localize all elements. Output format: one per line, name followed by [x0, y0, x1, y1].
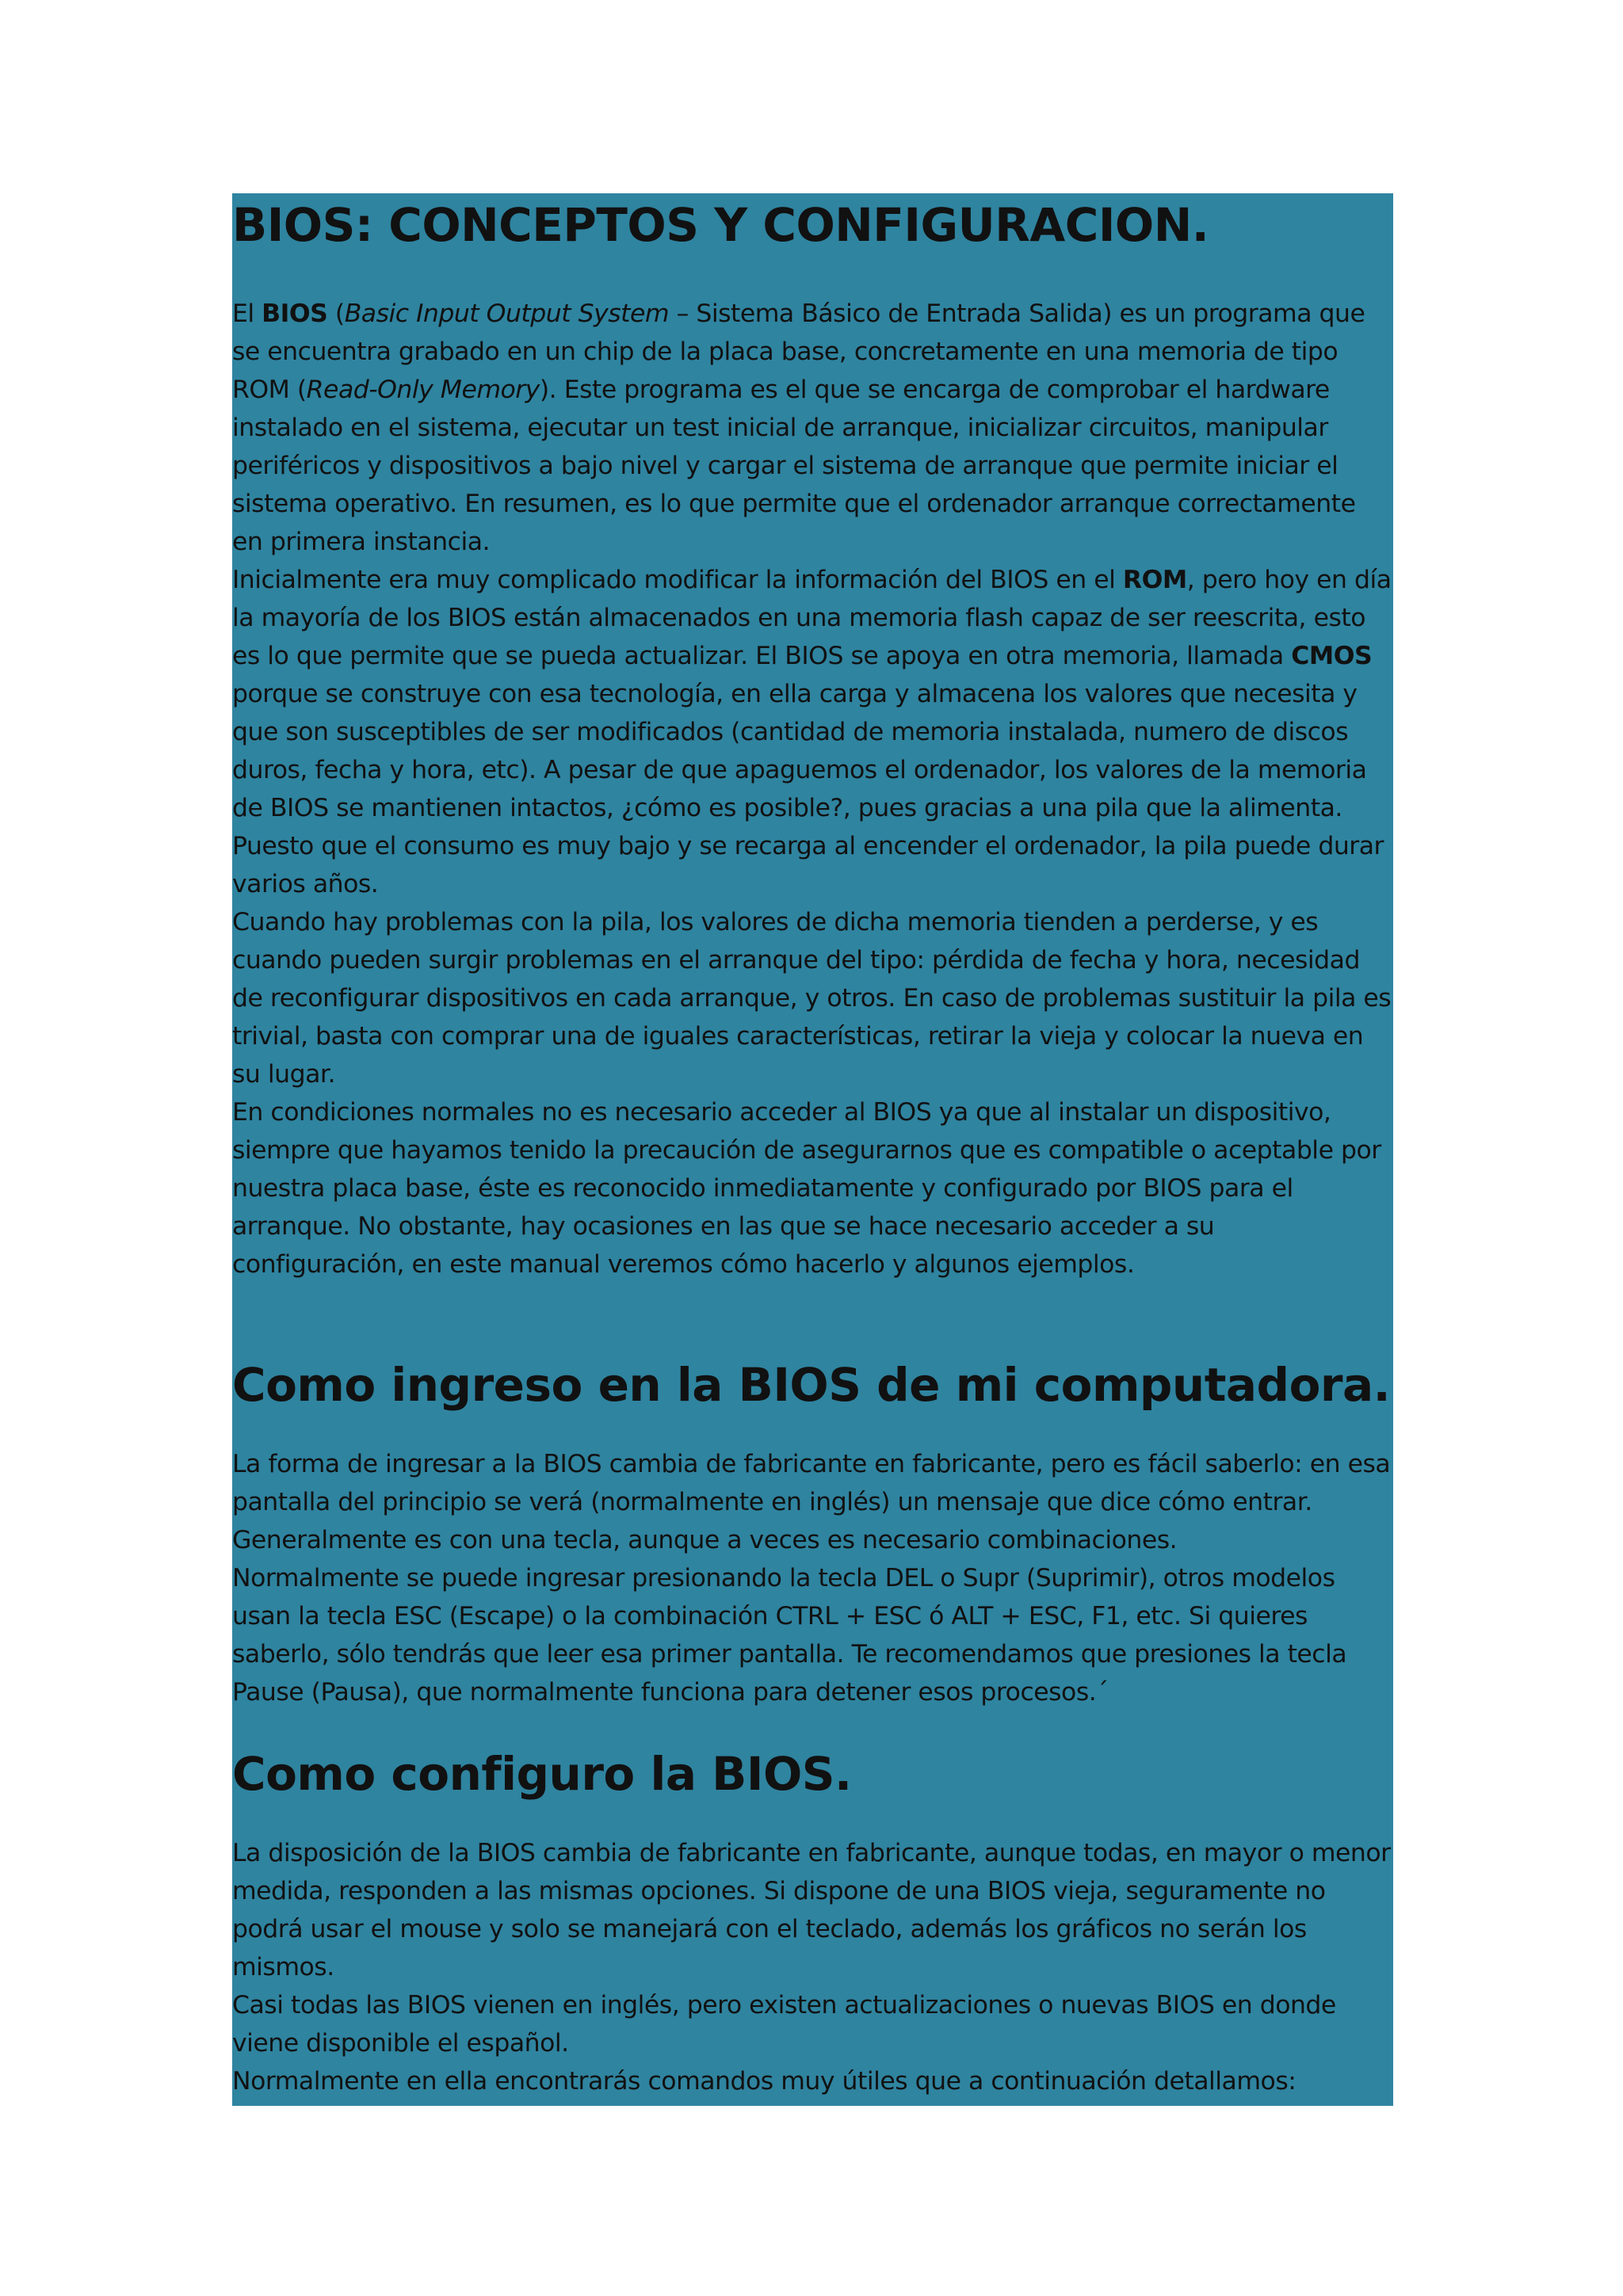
- section-ingreso-p1-text: La forma de ingresar a la BIOS cambia de fabricante en fabricante, pero es fácil saberlo: en esa pantalla del principio se verá (normalmente en inglés) un mensaje que dice cómo entrar. Generalmente es con una tecla, aunque a veces es necesario combinaciones.: [232, 1450, 1391, 1554]
- intro-p3-text: Cuando hay problemas con la pila, los valores de dicha memoria tienden a perderse, y es cuando pueden surgir problemas en el arranque del tipo: pérdida de fecha y hora, necesidad de reconfigurar dispositivos en cada arranque, y otros. En caso de problemas sustituir la pila es trivial, basta con comprar una de iguales características, retirar la vieja y colocar la nueva en su lugar.: [232, 908, 1392, 1089]
- intro-p4-text: En condiciones normales no es necesario acceder al BIOS ya que al instalar un dispositivo, siempre que hayamos tenido la precaución de asegurarnos que es compatible o aceptable por nuestra placa base, éste es reconocido inmediatamente y configurado por BIOS para el arranque. No obstante, hay ocasiones en las que se hace necesario acceder a su configuración, en este manual veremos cómo hacerlo y algunos ejemplos.: [232, 1098, 1381, 1279]
- intro-p1-italic-read-only-memory: Read-Only Memory: [306, 376, 540, 404]
- intro-p2-text-c: porque se construye con esa tecnología, en ella carga y almacena los valores que necesita y que son susceptibles de ser modificados (cantidad de memoria instalada, numero de discos duros, fecha y hora, etc). A pesar de que apaguemos el ordenador, los valores de la memoria de BIOS se mantienen intactos, ¿cómo es posible?, pues gracias a una pila que la alimenta. Puesto que el consumo es muy bajo y se recarga al encender el ordenador, la pila puede durar varios años.: [232, 680, 1384, 898]
- intro-p2-rom-bold: ROM: [1122, 566, 1187, 594]
- intro-p1-text-c: – Sistema Básico de Entrada Salida) es un programa que se encuentra grabado en un chip de la placa base, concretamente en una memoria de tipo ROM (: [232, 299, 1365, 404]
- intro-p2-text-b: , pero hoy en día la mayoría de los BIOS están almacenados en una memoria flash capaz de ser reescrita, esto es lo que permite que se pueda actualizar. El BIOS se apoya en otra memoria, llamada: [232, 566, 1392, 670]
- section-ingreso-text: [232, 1445, 1393, 1711]
- section-ingreso-p2-text: Normalmente se puede ingresar presionando la tecla DEL o Supr (Suprimir), otros modelos usan la tecla ESC (Escape) o la combinación CTRL + ESC ó ALT + ESC, F1, etc. Si quieres saberlo, sólo tendrás que leer esa primer pantalla. Te recomendamos que presiones la tecla Pause (Pausa), que normalmente funciona para detener esos procesos.´: [232, 1564, 1347, 1707]
- section-configuro-p3-text: Normalmente en ella encontrarás comandos muy útiles que a continuación detallamos:: [232, 2067, 1296, 2096]
- intro-p2-text-a: Inicialmente era muy complicado modificar la información del BIOS en el: [232, 566, 1123, 594]
- section-configuro-p1-text: La disposición de la BIOS cambia de fabricante en fabricante, aunque todas, en mayor o menor medida, responden a las mismas opciones. Si dispone de una BIOS vieja, seguramente no podrá usar el mouse y solo se manejará con el teclado, además los gráficos no serán los mismos.: [232, 1839, 1391, 1981]
- document-content-panel: [232, 193, 1393, 2106]
- intro-text: [232, 295, 1393, 1283]
- intro-p1-italic-basic-input-output: Basic Input Output System: [344, 299, 670, 328]
- intro-p2-cmos-bold: CMOS: [1291, 642, 1373, 670]
- intro-p1-bios-bold: BIOS: [262, 299, 328, 328]
- intro-p1-text-d: ). Este programa es el que se encarga de comprobar el hardware instalado en el sistema, ejecutar un test inicial de arranque, inicializar circuitos, manipular periféricos y dispositivos a bajo nivel y cargar el sistema de arranque que permite iniciar el sistema operativo. En resumen, es lo que permite que el ordenador arranque correctamente en primera instancia.: [232, 376, 1356, 556]
- document-title: BIOS: CONCEPTOS Y CONFIGURACION.: [232, 198, 1209, 252]
- section-configuro-p2-text: Casi todas las BIOS vienen en inglés, pero existen actualizaciones o nuevas BIOS en donde viene disponible el español.: [232, 1991, 1336, 2058]
- section-heading-ingreso-bios: Como ingreso en la BIOS de mi computadora.: [232, 1358, 1391, 1412]
- section-heading-configuro-bios: Como configuro la BIOS.: [232, 1747, 852, 1801]
- intro-p1-text-b: (: [327, 299, 345, 328]
- section-configuro-text: [232, 1834, 1393, 2100]
- intro-p1-text-a: El: [232, 299, 262, 328]
